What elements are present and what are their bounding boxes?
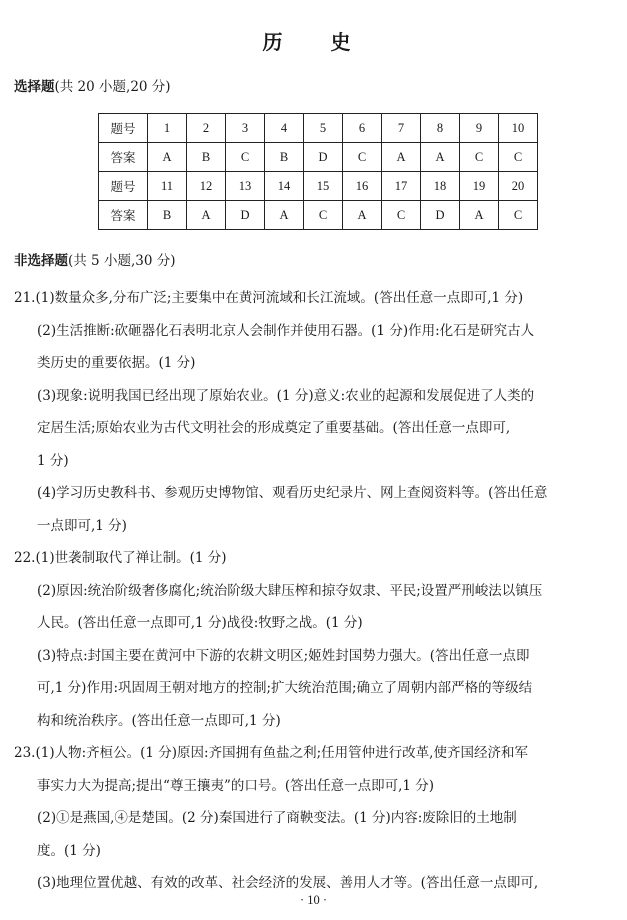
answer-table-cell: 5 xyxy=(304,114,343,143)
text-line: 定居生活;原始农业为古代文明社会的形成奠定了重要基础。(答出任意一点即可, xyxy=(37,420,511,436)
text-line: (4)学习历史教科书、参观历史博物馆、观看历史纪录片、网上查阅资料等。(答出任意 xyxy=(37,485,548,501)
answer-table-cell: 4 xyxy=(265,114,304,143)
answer-table-cell: A xyxy=(460,201,499,230)
answer-table-row-header: 答案 xyxy=(99,201,148,230)
text-line: (3)特点:封国主要在黄河中下游的农耕文明区;姬姓封国势力强大。(答出任意一点即 xyxy=(37,647,530,664)
answer-table-cell: B xyxy=(148,201,187,230)
answer-table-row xyxy=(99,143,538,172)
text-line: 21.(1)数量众多,分布广泛;主要集中在黄河流域和长江流域。(答出任意一点即可,1 分) xyxy=(14,290,524,306)
answer-table-cell: 11 xyxy=(148,172,187,201)
answer-table-cell: 14 xyxy=(265,172,304,201)
answer-table-cell: 3 xyxy=(226,114,265,143)
answer-table-cell: 20 xyxy=(499,172,538,201)
answer-text-body xyxy=(14,282,614,900)
answer-table-cell: A xyxy=(343,201,382,230)
text-line: (2)生活推断:砍砸器化石表明北京人会制作并使用石器。(1 分)作用:化石是研究古人 xyxy=(37,322,535,339)
text-line: 1 分) xyxy=(37,452,69,469)
nonchoice-section-heading xyxy=(14,252,175,270)
text-line: 可,1 分)作用:巩固周王朝对地方的控制;扩大统治范围;确立了周朝内部严格的等级结 xyxy=(37,680,533,696)
answer-table-cell: A xyxy=(187,201,226,230)
answer-table-cell: C xyxy=(499,143,538,172)
answer-table-cell: A xyxy=(265,201,304,230)
answer-table-cell: D xyxy=(226,201,265,230)
answer-table-cell: A xyxy=(421,143,460,172)
nonchoice-section-note: (共 5 小题,30 分) xyxy=(68,253,176,269)
answer-table-cell: C xyxy=(304,201,343,230)
text-line: (2)原因:统治阶级奢侈腐化;统治阶级大肆压榨和掠夺奴隶、平民;设置严刑峻法以镇压 xyxy=(37,582,543,599)
text-line: 一点即可,1 分) xyxy=(37,517,127,534)
text-line: 事实力大为提高;提出“尊王攘夷”的口号。(答出任意一点即可,1 分) xyxy=(37,777,435,794)
answer-table-cell: C xyxy=(460,143,499,172)
page-number: · 10 · xyxy=(299,893,328,907)
answer-table-cell: C xyxy=(343,143,382,172)
answer-table-row xyxy=(99,172,538,201)
answer-table-cell: A xyxy=(148,143,187,172)
choice-section-note: (共 20 小题,20 分) xyxy=(54,79,171,95)
answer-table-cell: C xyxy=(226,143,265,172)
answer-table-cell: 12 xyxy=(187,172,226,201)
answer-table-cell: 9 xyxy=(460,114,499,143)
answer-table-cell: C xyxy=(382,201,421,230)
answer-table-cell: 10 xyxy=(499,114,538,143)
answer-table-cell: C xyxy=(499,201,538,230)
text-line: 度。(1 分) xyxy=(37,842,101,859)
answer-table-row xyxy=(99,114,538,143)
text-line: 22.(1)世袭制取代了禅让制。(1 分) xyxy=(14,550,227,566)
answer-table-cell: 19 xyxy=(460,172,499,201)
choice-section-label: 选择题 xyxy=(14,79,55,95)
text-line: (3)现象:说明我国已经出现了原始农业。(1 分)意义:农业的起源和发展促进了人类的 xyxy=(37,387,535,404)
answer-table-cell: 1 xyxy=(148,114,187,143)
answer-table-cell: B xyxy=(187,143,226,172)
answer-table-cell: 13 xyxy=(226,172,265,201)
answer-table-row-header: 题号 xyxy=(99,172,148,201)
text-line: 类历史的重要依据。(1 分) xyxy=(37,355,196,371)
answer-table-cell: D xyxy=(304,143,343,172)
answer-table-row-header: 题号 xyxy=(99,114,148,143)
answer-table-cell: 6 xyxy=(343,114,382,143)
text-line: 23.(1)人物:齐桓公。(1 分)原因:齐国拥有鱼盐之利;任用管仲进行改革,使齐国经济和军 xyxy=(14,745,528,761)
answer-table-row xyxy=(99,201,538,230)
text-line: (2)①是燕国,④是楚国。(2 分)秦国进行了商鞅变法。(1 分)内容:废除旧的土地制 xyxy=(37,810,517,826)
answer-table-cell: B xyxy=(265,143,304,172)
answer-table-cell: 7 xyxy=(382,114,421,143)
text-line: 构和统治秩序。(答出任意一点即可,1 分) xyxy=(37,712,281,729)
page-title: 历 史 xyxy=(262,30,365,54)
nonchoice-section-label: 非选择题 xyxy=(14,253,68,269)
answer-table-cell: D xyxy=(421,201,460,230)
answer-table-cell: 16 xyxy=(343,172,382,201)
answer-table-cell: 15 xyxy=(304,172,343,201)
answer-table-cell: 2 xyxy=(187,114,226,143)
answer-table-cell: A xyxy=(382,143,421,172)
choice-section-heading xyxy=(14,78,171,96)
text-line: 人民。(答出任意一点即可,1 分)战役:牧野之战。(1 分) xyxy=(37,615,363,631)
answer-table-cell: 18 xyxy=(421,172,460,201)
answer-table xyxy=(98,113,538,230)
text-line: (3)地理位置优越、有效的改革、社会经济的发展、善用人才等。(答出任意一点即可, xyxy=(37,875,539,891)
answer-table-cell: 8 xyxy=(421,114,460,143)
answer-table-cell: 17 xyxy=(382,172,421,201)
answer-table-row-header: 答案 xyxy=(99,143,148,172)
